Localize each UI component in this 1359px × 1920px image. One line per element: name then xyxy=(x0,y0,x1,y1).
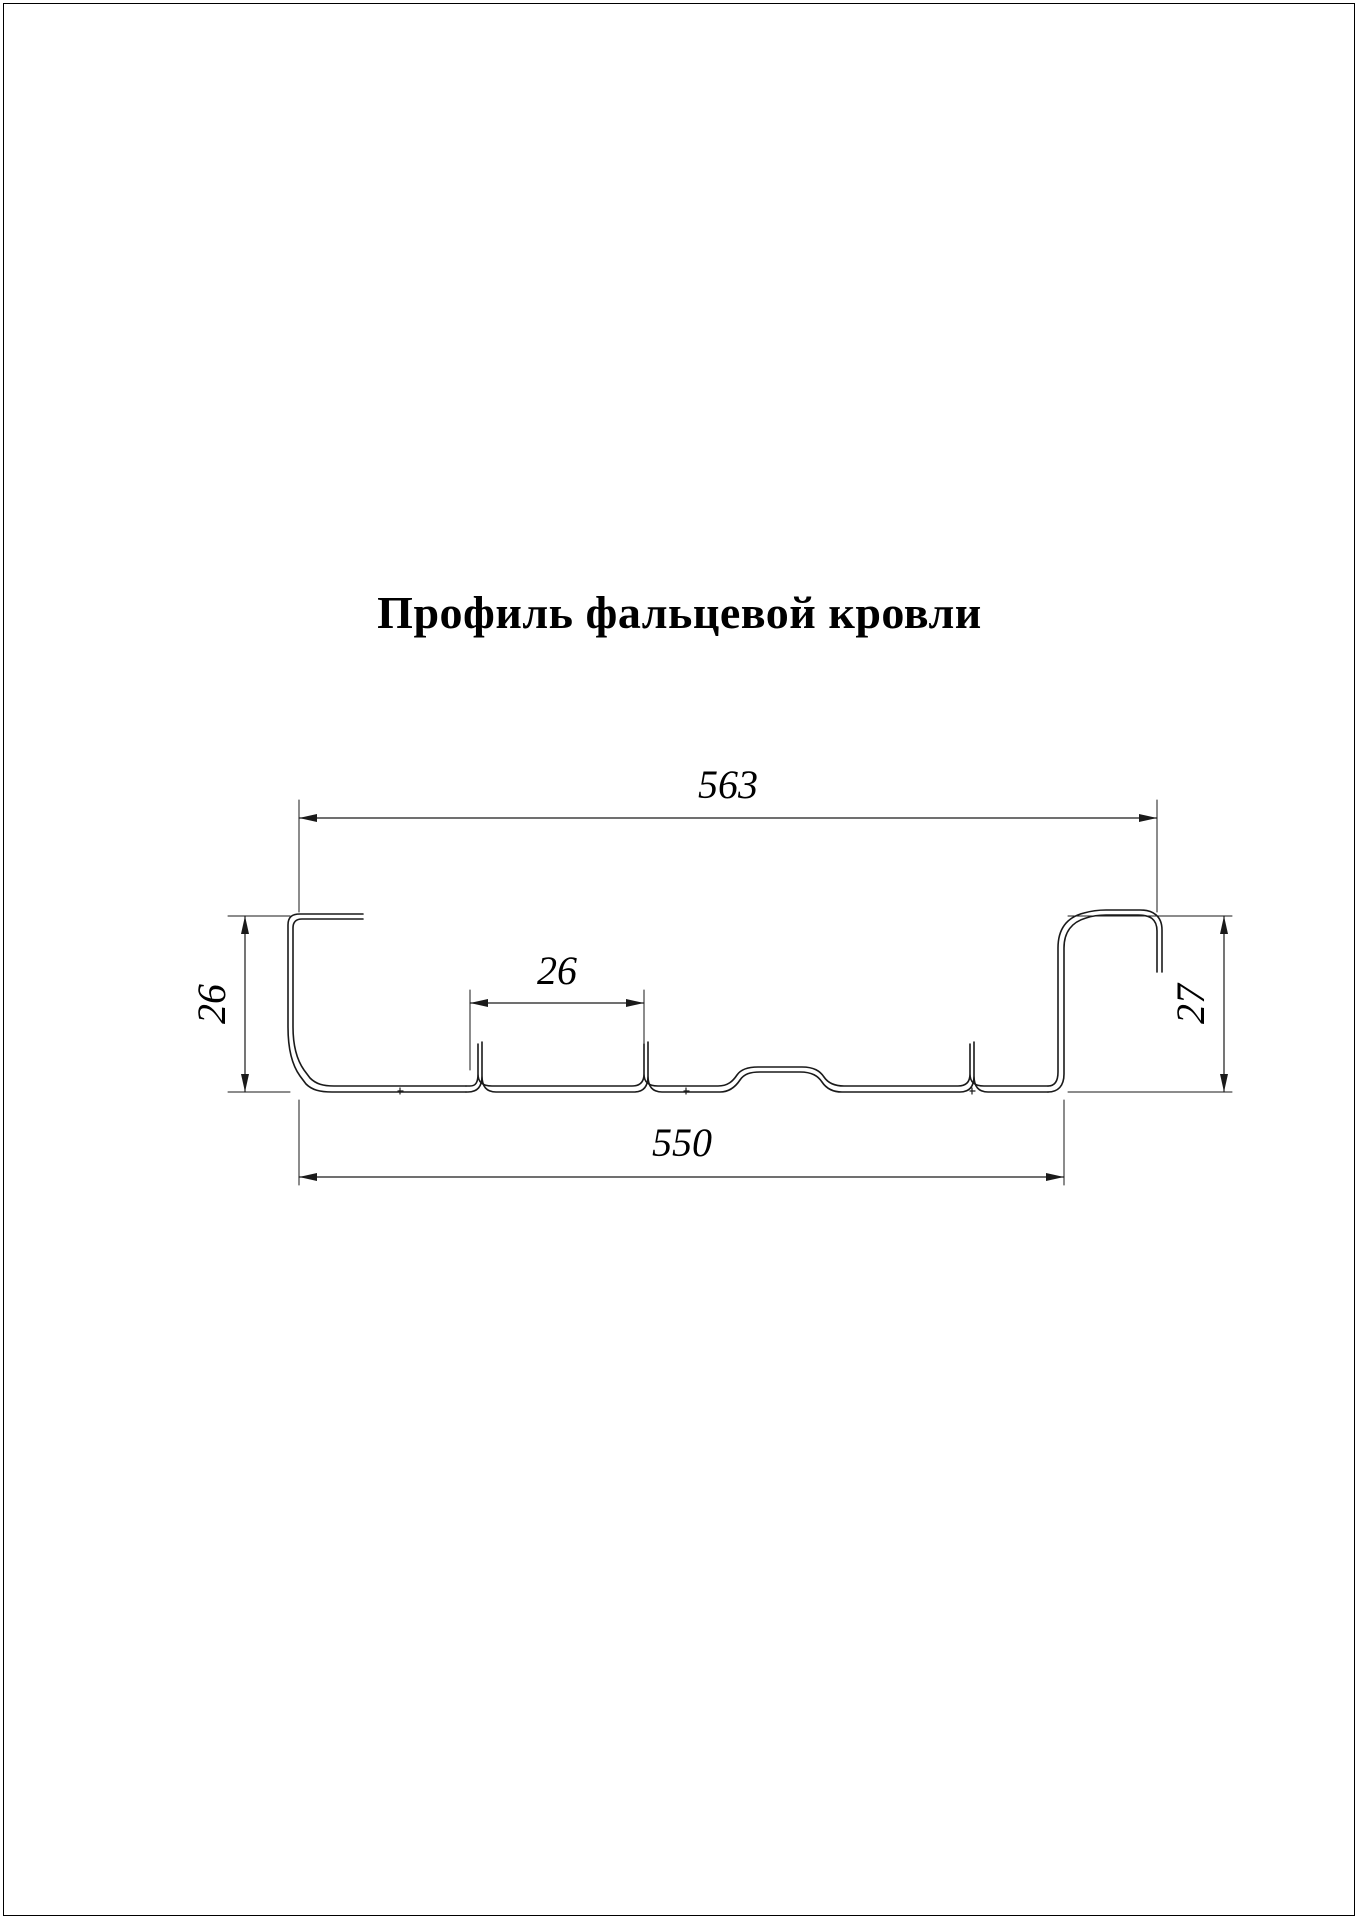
page-title: Профиль фальцевой кровли xyxy=(377,587,982,638)
dimension-label-26-middle: 26 xyxy=(537,948,577,993)
dimension-label-27-right: 27 xyxy=(1168,984,1213,1024)
dimension-lines xyxy=(241,814,1228,1181)
dimension-26-left xyxy=(241,916,249,1092)
pan-tick-marks xyxy=(398,1088,975,1094)
profile-inner-pan xyxy=(466,1044,1048,1086)
profile-inner-line xyxy=(293,919,466,1086)
dimension-label-26-left: 26 xyxy=(189,984,234,1024)
extension-lines xyxy=(228,800,1232,1185)
profile-right-seam xyxy=(1048,915,1157,1092)
dimension-27-right xyxy=(1220,916,1228,1092)
dimension-label-563: 563 xyxy=(698,762,758,807)
dimension-label-550: 550 xyxy=(652,1120,712,1165)
dimension-26-middle xyxy=(470,999,644,1007)
dimension-550 xyxy=(299,1173,1064,1181)
profile-left-seam xyxy=(288,914,466,1092)
dimension-563 xyxy=(299,814,1157,822)
